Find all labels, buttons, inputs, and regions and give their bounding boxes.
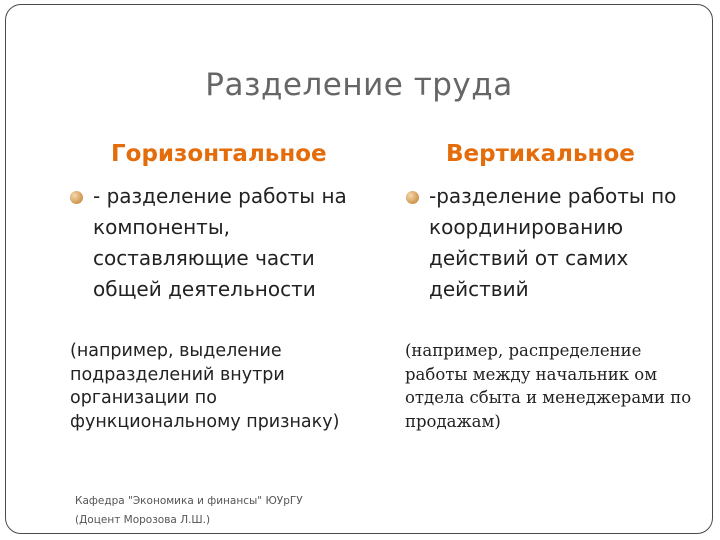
bullet-icon [406,191,419,204]
left-example-text: (например, выделение подразделений внутри организации по функциональному признаку) [70,341,340,432]
bullet-icon [70,191,83,204]
left-bullet-item [70,181,370,305]
right-example-text: (например, распределение работы между начальник ом отдела сбыта и менеджерами по продажам) [405,341,692,431]
slide-frame [5,4,713,534]
left-bullet-text: - разделение работы на компоненты, составляющие части общей деятельности [93,184,347,301]
left-column-heading: Горизонтальное [111,141,327,167]
right-bullet-text: -разделение работы по координированию действий от самих действий [429,184,677,301]
footer-line-author: (Доцент Морозова Л.Ш.) [75,514,211,526]
right-bullet-item [406,181,706,305]
right-column-heading: Вертикальное [446,141,635,167]
slide-title: Разделение труда [205,67,513,103]
footer-line-department: Кафедра "Экономика и финансы" ЮУрГУ [75,495,303,507]
footer-credit [75,492,303,530]
